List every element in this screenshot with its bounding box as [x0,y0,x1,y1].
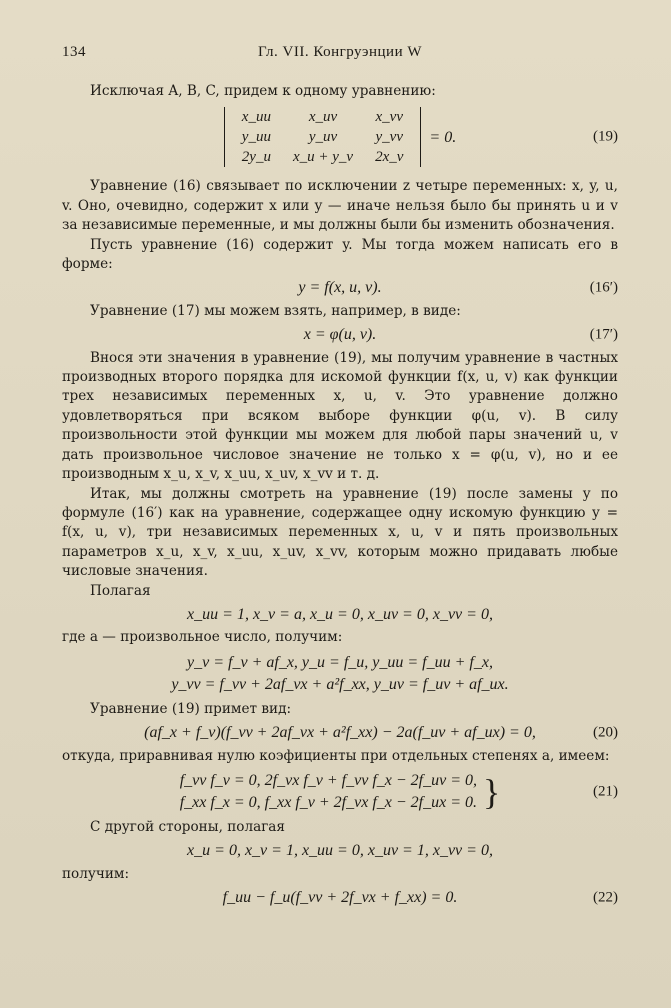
equation-20 [62,723,618,742]
running-header [62,44,618,66]
intro-paragraph: Исключая A, B, C, придем к одному уравнению: [90,83,436,99]
equation-19 [62,107,618,167]
equation-line: y_v = f_v + af_x, y_u = f_u, y_uu = f_uu + f_x, [187,653,493,671]
page-content [62,82,618,912]
equation-21 [62,770,618,814]
right-brace-icon: } [483,771,501,812]
paragraph: Итак, мы должны смотреть на уравнение (19) после замены y по формуле (16′) как на уравнение, содержащее одну искомую функцию y = f(x, u, v), три независимых переменных x, u, v и пять произвольных параметров x_u, x_v, x_uu, x_uv, x_vv, которым можно придавать любые числовые значения. [62,485,618,580]
det-cell: 2y_u [241,148,271,165]
equation-body: x_u = 0, x_v = 1, x_uu = 0, x_uv = 1, x_vv = 0, [187,842,493,860]
det-cell: y_uu [241,128,271,145]
paragraph: Уравнение (19) примет вид: [90,700,292,717]
determinant [224,107,422,167]
equation-line: f_vv f_v = 0, 2f_vx f_v + f_vv f_x − 2f_uv = 0, [179,771,478,789]
paragraph: откуда, приравнивая нулю коэфициенты при отдельных степенях a, имеем: [62,747,610,764]
paragraph: Уравнение (16) связывает по исключении z четыре переменных: x, y, u, v. Оно, очевидно, содержит x или y — иначе нельзя было бы принять u и v за независимые переменные, и мы должны были бы изменить обозначения. [62,178,618,234]
det-cell: y_vv [375,128,403,145]
equation-17-prime [62,325,618,344]
det-cell: 2x_v [375,148,404,165]
det-cell: y_uv [308,128,338,145]
derivatives [62,652,618,696]
equation-number: (17′) [589,326,618,343]
det-cell: x_uu [241,108,271,125]
substitution-1 [62,605,618,624]
running-title: Гл. VII. Конгруэнции W [257,44,423,60]
equation-number: (19) [593,128,618,145]
det-cell: x_vv [375,108,403,125]
equation-16-prime [62,278,618,297]
substitution-2 [62,841,618,860]
page-number: 134 [62,44,86,60]
equation-number: (21) [593,783,618,800]
equation-number: (22) [593,889,618,906]
equation-body: x = φ(u, v). [303,326,377,344]
det-cell: x_u + y_v [292,148,354,165]
equation-body: (af_x + f_v)(f_vv + 2af_vx + a²f_xx) − 2a(f_uv + af_ux) = 0, [144,724,536,742]
det-cell: x_uv [308,108,338,125]
equation-number: (20) [593,724,618,741]
paragraph: Внося эти значения в уравнение (19), мы получим уравнение в частных производных второго порядка для искомой функции f(x, u, v) как функции трех независимых переменных x, u, v. Это уравнение должно удовлетворяться при всяком выборе функции φ(u, v). В силу произвольности этой функции мы можем для любой пары значений u, v дать произвольное числовое значение не только x = φ(u, v), но и ее производным x_u, x_v, x_uu, x_uv, x_vv и т. д. [62,349,618,483]
equation-body: y = f(x, u, v). [298,279,382,297]
paragraph: Уравнение (17) мы можем взять, например, в виде: [90,302,461,319]
equation-body: f_uu − f_u(f_vv + 2f_vx + f_xx) = 0. [222,889,458,907]
equation-body: x_uu = 1, x_v = a, x_u = 0, x_uv = 0, x_vv = 0, [187,605,493,623]
paragraph: С другой стороны, полагая [90,818,285,835]
equation-22 [62,888,618,907]
equation-line: y_vv = f_vv + 2af_vx + a²f_xx, y_uv = f_uv + af_ux. [171,675,509,693]
det-rhs: = 0. [429,128,457,146]
equation-number: (16′) [589,279,618,296]
paragraph: где a — произвольное число, получим: [62,629,343,646]
paragraph: Пусть уравнение (16) содержит y. Мы тогда можем написать его в форме: [62,236,618,273]
equation-line: f_xx f_x = 0, f_xx f_v + 2f_vx f_x − 2f_ux = 0. [179,793,478,811]
paragraph: Полагая [90,582,151,599]
paragraph: получим: [62,865,130,882]
